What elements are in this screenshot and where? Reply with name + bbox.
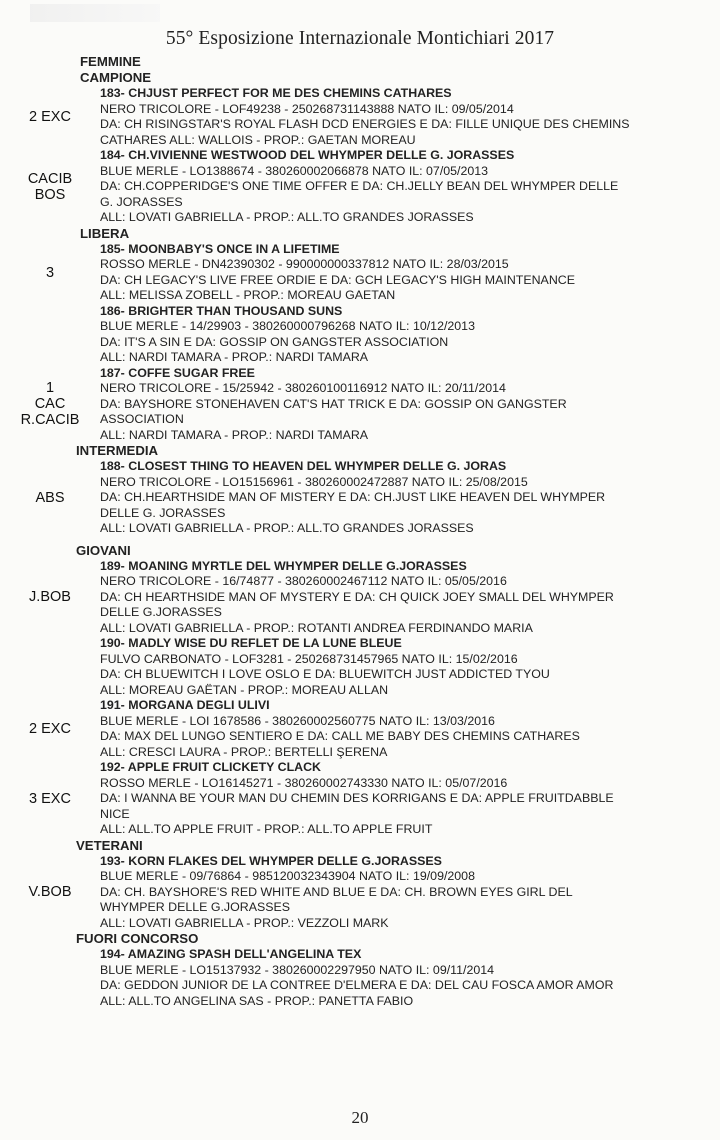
entry-title: 185- MOONBABY'S ONCE IN A LIFETIME (100, 241, 340, 256)
entry-line: DA: IT'S A SIN E DA: GOSSIP ON GANGSTER ASSOCIATION (100, 334, 449, 349)
award-text: 2 EXC (29, 109, 71, 125)
award-label (0, 854, 100, 932)
entry-title: 190- MADLY WISE DU REFLET DE LA LUNE BLEUE (100, 636, 402, 650)
scan-shadow (30, 4, 160, 22)
entry-line: ALL: MOREAU GAËTAN - PROP.: MOREAU ALLAN (100, 682, 389, 697)
entry-line: DA: BAYSHORE STONEHAVEN CAT'S HAT TRICK E DA: GOSSIP ON GANGSTER (100, 396, 567, 411)
entry-line: ALL: ALL.TO APPLE FRUIT - PROP.: ALL.TO APPLE FRUIT (100, 822, 433, 836)
catalog-entry (0, 698, 720, 760)
award-label (0, 148, 100, 226)
catalog-entry (0, 304, 720, 366)
award-text: 1 (45, 380, 55, 397)
entry-details (100, 760, 720, 838)
entry-details (100, 559, 720, 637)
entry-line: DA: CH HEARTHSIDE MAN OF MYSTERY E DA: CH QUICK JOEY SMALL DEL WHYMPER (100, 589, 614, 604)
catalog-entry (0, 366, 720, 444)
entry-line: DA: MAX DEL LUNGO SENTIERO E DA: CALL ME BABY DES CHEMINS CATHARES (100, 729, 580, 743)
catalog-entry (0, 242, 720, 304)
catalog-entry (0, 459, 720, 537)
entry-details (100, 304, 720, 366)
entry-line: NERO TRICOLORE - LO15156961 - 380260002472887 NATO IL: 25/08/2015 (100, 474, 528, 489)
section-heading: GIOVANI (76, 542, 131, 558)
entry-line: ROSSO MERLE - LO16145271 - 380260002743330 NATO IL: 05/07/2016 (100, 775, 508, 790)
entry-title: 186- BRIGHTER THAN THOUSAND SUNS (100, 303, 343, 318)
entry-line: BLUE MERLE - 09/76864 - 985120032343904 NATO IL: 19/09/2008 (100, 869, 475, 883)
award-label (0, 366, 100, 444)
award-text: CAC (34, 396, 66, 413)
entry-line: NICE (100, 806, 130, 821)
entry-line: ALL: LOVATI GABRIELLA - PROP.: ALL.TO GRANDES JORASSES (100, 521, 474, 535)
award-label (0, 86, 100, 148)
entry-line: BLUE MERLE - LO1388674 - 380260002066878 NATO IL: 07/05/2013 (100, 163, 489, 178)
entry-details (100, 366, 720, 444)
entry-title: 192- APPLE FRUIT CLICKETY CLACK (100, 760, 321, 774)
section-heading: VETERANI (76, 837, 143, 853)
entry-line: ALL: LOVATI GABRIELLA - PROP.: ROTANTI ANDREA FERDINANDO MARIA (100, 620, 533, 635)
entry-details (100, 242, 720, 304)
entry-line: NERO TRICOLORE - LOF49238 - 250268731143888 NATO IL: 09/05/2014 (100, 101, 514, 116)
entry-line: DA: CH.HEARTHSIDE MAN OF MISTERY E DA: CH.JUST LIKE HEAVEN DEL WHYMPER (100, 490, 606, 504)
catalog-listing (0, 54, 720, 1009)
entry-line: DELLE G.JORASSES (100, 605, 222, 619)
award-label (0, 304, 100, 366)
entry-line: DA: I WANNA BE YOUR MAN DU CHEMIN DES KORRIGANS E DA: APPLE FRUITDABBLE (100, 791, 614, 805)
entry-line: DA: GEDDON JUNIOR DE LA CONTREE D'ELMERA E DA: DEL CAU FOSCA AMOR AMOR (100, 978, 614, 992)
entry-line: ALL: LOVATI GABRIELLA - PROP.: VEZZOLI MARK (100, 915, 389, 930)
entry-line: DELLE G. JORASSES (100, 505, 226, 520)
catalog-entry (0, 854, 720, 932)
section-heading: CAMPIONE (80, 70, 152, 85)
section-heading: LIBERA (80, 225, 130, 241)
section-heading: FUORI CONCORSO (76, 931, 199, 946)
entry-line: DA: CH LEGACY'S LIVE FREE ORDIE E DA: GCH LEGACY'S HIGH MAINTENANCE (100, 272, 575, 287)
catalog-entry (0, 86, 720, 148)
award-label (0, 698, 100, 760)
entry-details (100, 947, 720, 1009)
entry-line: ALL: LOVATI GABRIELLA - PROP.: ALL.TO GRANDES JORASSES (100, 210, 474, 224)
entry-line: BLUE MERLE - LOI 1678586 - 380260002560775 NATO IL: 13/03/2016 (100, 713, 495, 728)
entry-line: ALL: CRESCI LAURA - PROP.: BERTELLI ŞERENA (100, 744, 388, 759)
award-label (0, 459, 100, 537)
catalog-entry (0, 760, 720, 838)
catalog-entry (0, 559, 720, 637)
entry-line: NERO TRICOLORE - 15/25942 - 380260100116912 NATO IL: 20/11/2014 (100, 381, 506, 395)
entry-line: CATHARES ALL: WALLOIS - PROP.: GAETAN MOREAU (100, 132, 416, 147)
entry-line: ROSSO MERLE - DN42390302 - 990000000337812 NATO IL: 28/03/2015 (100, 257, 509, 271)
entry-title: 191- MORGANA DEGLI ULIVI (100, 698, 270, 712)
entry-title: 184- CH.VIVIENNE WESTWOOD DEL WHYMPER DELLE G. JORASSES (100, 148, 515, 162)
award-label (0, 636, 100, 698)
entry-line: WHYMPER DELLE G.JORASSES (100, 900, 291, 914)
entry-details (100, 459, 720, 537)
catalog-entry (0, 636, 720, 698)
page-number: 20 (351, 1108, 369, 1127)
catalog-entry (0, 947, 720, 1009)
award-text: R.CACIB (20, 412, 80, 429)
entry-line: DA: CH BLUEWITCH I LOVE OSLO E DA: BLUEWITCH JUST ADDICTED TYOU (100, 667, 550, 681)
award-text: 2 EXC (29, 721, 71, 737)
entry-line: DA: CH. BAYSHORE'S RED WHITE AND BLUE E DA: CH. BROWN EYES GIRL DEL (100, 884, 573, 899)
catalog-entry (0, 148, 720, 226)
entry-title: 188- CLOSEST THING TO HEAVEN DEL WHYMPER DELLE G. JORAS (100, 459, 507, 473)
entry-details (100, 86, 720, 148)
entry-details (100, 148, 720, 226)
entry-line: G. JORASSES (100, 194, 183, 209)
entry-line: ALL: NARDI TAMARA - PROP.: NARDI TAMARA (100, 427, 369, 442)
award-text: 3 (45, 264, 55, 281)
award-text: V.BOB (28, 884, 72, 901)
award-text: 3 EXC (29, 790, 71, 807)
section-heading: FEMMINE (80, 54, 141, 69)
award-label (0, 947, 100, 1009)
award-text: BOS (34, 186, 66, 203)
entry-title: 193- KORN FLAKES DEL WHYMPER DELLE G.JORASSES (100, 853, 442, 868)
entry-line: BLUE MERLE - 14/29903 - 380260000796268 NATO IL: 10/12/2013 (100, 319, 475, 333)
entry-line: ALL: NARDI TAMARA - PROP.: NARDI TAMARA (100, 350, 369, 364)
entry-line: ALL: ALL.TO ANGELINA SAS - PROP.: PANETTA FABIO (100, 993, 414, 1008)
section-heading: INTERMEDIA (76, 443, 159, 458)
entry-line: NERO TRICOLORE - 16/74877 - 380260002467112 NATO IL: 05/05/2016 (100, 574, 507, 588)
entry-line: ASSOCIATION (100, 412, 184, 426)
entry-details (100, 636, 720, 698)
entry-line: ALL: MELISSA ZOBELL - PROP.: MOREAU GAETAN (100, 288, 396, 302)
entry-details (100, 854, 720, 932)
entry-details (100, 698, 720, 760)
entry-title: 194- AMAZING SPASH DELL'ANGELINA TEX (100, 947, 362, 961)
award-text: J.BOB (29, 589, 71, 606)
award-label (0, 242, 100, 304)
entry-title: 183- CHJUST PERFECT FOR ME DES CHEMINS CATHARES (100, 86, 452, 100)
award-text: CACIB (27, 170, 73, 187)
entry-line: DA: CH.COPPERIDGE'S ONE TIME OFFER E DA: CH.JELLY BEAN DEL WHYMPER DELLE (100, 179, 619, 193)
page-title: 55° Esposizione Internazionale Montichiari 2017 (165, 28, 555, 49)
award-text: ABS (35, 489, 65, 506)
entry-title: 187- COFFE SUGAR FREE (100, 365, 255, 380)
entry-line: BLUE MERLE - LO15137932 - 380260002297950 NATO IL: 09/11/2014 (100, 962, 495, 977)
entry-line: FULVO CARBONATO - LOF3281 - 250268731457965 NATO IL: 15/02/2016 (100, 651, 518, 666)
entry-line: DA: CH RISINGSTAR'S ROYAL FLASH DCD ENERGIES E DA: FILLE UNIQUE DES CHEMINS (100, 117, 630, 131)
award-label (0, 760, 100, 838)
entry-title: 189- MOANING MYRTLE DEL WHYMPER DELLE G.JORASSES (100, 558, 467, 573)
award-label (0, 559, 100, 637)
